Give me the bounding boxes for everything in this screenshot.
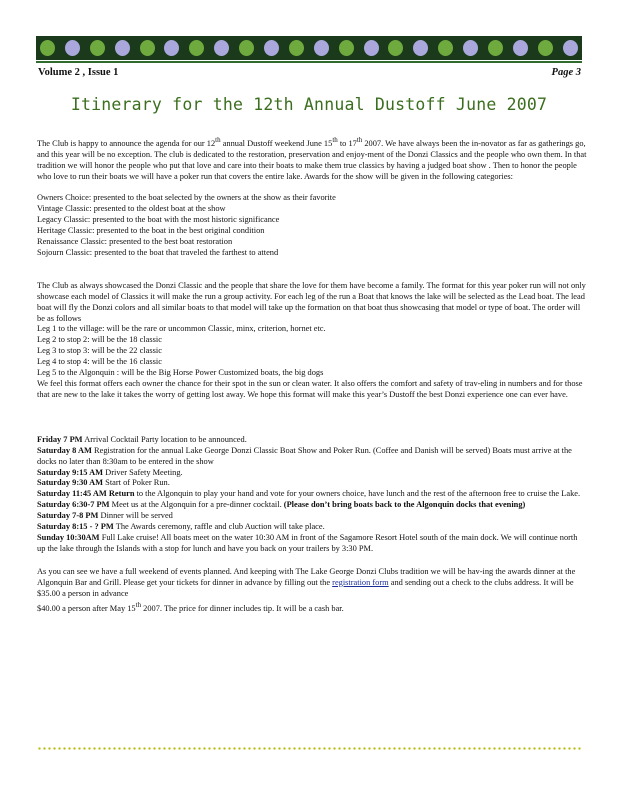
banner-dot: [388, 40, 403, 56]
intro-sup: th: [356, 136, 363, 144]
leg-item: Leg 2 to stop 2: will be the 18 classic: [37, 335, 162, 345]
award-item: Renaissance Classic: presented to the best boat restoration: [37, 237, 233, 247]
award-item: Legacy Classic: presented to the boat with the most historic significance: [37, 215, 280, 225]
award-item: Sojourn Classic: presented to the boat that traveled the farthest to attend: [37, 247, 279, 257]
schedule-item: [37, 468, 587, 479]
schedule-time: Saturday 9:15 AM: [37, 467, 104, 477]
banner-dot: [264, 40, 279, 56]
schedule-text: The Awards ceremony, raffle and club Auction will take place.: [113, 522, 325, 532]
intro-text: to 17: [337, 138, 357, 148]
schedule-item: [37, 522, 587, 533]
banner-dot: [488, 40, 503, 56]
banner-dot: [140, 40, 155, 56]
leg-item: Leg 5 to the Algonquin : will be the Big Horse Power Customized boats, the big dogs: [37, 368, 324, 378]
leg-item: Leg 3 to stop 3: will be the 22 classic: [37, 346, 162, 356]
schedule-time: Friday 7 PM: [37, 434, 83, 444]
banner-dot: [563, 40, 578, 56]
leg-item: Leg 1 to the village: will be the rare or uncommon Classic, minx, criterion, hornet etc.: [37, 324, 326, 334]
schedule-text: Start of Poker Run.: [103, 478, 170, 488]
schedule-text: Arrival Cocktail Party location to be announced.: [82, 434, 247, 444]
closing-text: 2007. The price for dinner includes tip. It will be a cash bar.: [141, 603, 344, 613]
header-rule: [36, 61, 582, 63]
schedule-item: [37, 500, 587, 511]
schedule-time: Saturday 9:30 AM: [37, 478, 104, 488]
banner-dot: [189, 40, 204, 56]
banner-dot: [314, 40, 329, 56]
banner-dot: [463, 40, 478, 56]
awards-list: [37, 193, 587, 258]
schedule-time: Saturday 11:45 AM Return: [37, 489, 135, 499]
closing-text: and sending out a check to the clubs address. It will be $35.00 a person in advance: [37, 577, 574, 598]
banner-dot: [164, 40, 179, 56]
schedule-text: to the Algonquin to play your hand and vote for your owners choice, have lunch and the rest of the afternoon free to cruise the Lake.: [134, 489, 581, 499]
intro-number: 12: [206, 138, 216, 148]
banner-dot: [40, 40, 55, 56]
closing-text: As you can see we have a full weekend of events planned. And keeping with The Lake George Donzi Clubs tradition we will be hav-ing the awards dinner at the Algonquin Bar and Grill. Please get your tickets for dinner in advance by filling out the: [37, 566, 576, 587]
banner-dot: [413, 40, 428, 56]
schedule-item: [37, 511, 587, 522]
banner-dot: [538, 40, 553, 56]
schedule-text: Registration for the annual Lake George Donzi Classic Boat Show and Poker Run. (Coffee and Danish will be served) Boats must arrive at the docks no later than 8:30am to be entered in the show: [37, 445, 572, 466]
schedule-item: [37, 533, 587, 555]
schedule: [37, 435, 587, 555]
closing-paragraph: [37, 567, 587, 600]
banner-dot: [90, 40, 105, 56]
closing-price: [37, 600, 587, 615]
intro-sup: th: [332, 136, 338, 144]
schedule-text: Full Lake cruise! All boats meet on the water 10:30 AM in front of the Sagamore Resort Hotel south of the main dock. We will continue north up the lake through the Islands with a stop for lunch and have you back on your trailers by 3:30 PM.: [37, 532, 578, 553]
schedule-time: Saturday 7-8 PM: [37, 511, 99, 521]
intro-sup: th: [215, 136, 221, 144]
intro-text: The Club is happy to announce the agenda for our: [37, 138, 207, 148]
registration-form-link[interactable]: registration form: [332, 577, 389, 587]
schedule-text: Driver Safety Meeting.: [103, 467, 183, 477]
banner-dot: [339, 40, 354, 56]
intro-text: annual Dustoff weekend June 15: [220, 138, 333, 148]
closing-text: $40.00 a person after May 15: [37, 603, 136, 613]
intro-paragraph: [37, 135, 587, 182]
schedule-time: Saturday 8:15 - ? PM: [37, 522, 114, 532]
closing-sup: th: [135, 600, 142, 609]
award-item: Owners Choice: presented to the boat selected by the owners at the show as their favorite: [37, 193, 336, 203]
schedule-item: [37, 446, 587, 468]
footer-dotted-rule: [37, 747, 583, 750]
banner-dot: [239, 40, 254, 56]
award-item: Heritage Classic: presented to the boat in the best original condition: [37, 226, 265, 236]
award-item: Vintage Classic: presented to the oldest boat at the show: [37, 204, 226, 214]
schedule-time: Saturday 6:30-7 PM: [37, 500, 110, 510]
poker-intro: The Club as always showcased the Donzi Classic and the people that share the love for them have become a family. The format for this year poker run will not only showcase each model of Classics it will make the run a group activity. For each leg of the run a Boat that knows the lake will be selected as the Lead boat. The lead boat will fly the Donzi colors and all similar boats to that model will take up the formation on that boat thus showcasing that model or type of boat. The order will be as follows: [37, 280, 586, 323]
banner-dot: [438, 40, 453, 56]
schedule-item: [37, 435, 587, 446]
poker-outro: We feel this format offers each owner the chance for their spot in the sun or clean water. It also offers the comfort and safety of trav-eling in numbers and for those that are new to the lake it takes the worry of getting lost away. We hope this format will make this year’s Dustoff the best Donzi experience one can ever have.: [37, 379, 583, 399]
schedule-note: (Please don’t bring boats back to the Algonquin docks that evening): [283, 500, 526, 510]
schedule-text: Meet us at the Algonquin for a pre-dinner cocktail.: [109, 500, 284, 510]
schedule-item: [37, 478, 587, 489]
banner-dot: [65, 40, 80, 56]
banner-dot: [289, 40, 304, 56]
intro-text: 2007. We have always been the in-novator as far as gatherings go, and this year will be no exception. The club is dedicated to the restoration, preservation and enjoy-ment of the Donzi Classics and the people who own them. In that tradition we will honor the people who put that love and care into their boats to make them true classics by having a judged boat show . Then to honor the people who love to run their boats we will have a poker run that covers the entire lake. Awards for the show will be given in the following categories:: [37, 138, 587, 181]
banner-dot: [214, 40, 229, 56]
header-banner: [36, 36, 582, 60]
schedule-time: Sunday 10:30AM: [37, 532, 100, 542]
banner-dot: [513, 40, 528, 56]
schedule-item: [37, 489, 587, 500]
article-body: [37, 135, 587, 614]
banner-dot: [115, 40, 130, 56]
banner-dot: [364, 40, 379, 56]
page-title: Itinerary for the 12th Annual Dustoff June 2007: [70, 95, 548, 114]
schedule-text: Dinner will be served: [98, 511, 173, 521]
volume-issue: Volume 2 , Issue 1: [38, 67, 119, 78]
page-number: Page 3: [551, 67, 581, 78]
leg-item: Leg 4 to stop 4: will be the 16 classic: [37, 357, 162, 367]
schedule-time: Saturday 8 AM: [37, 445, 92, 455]
